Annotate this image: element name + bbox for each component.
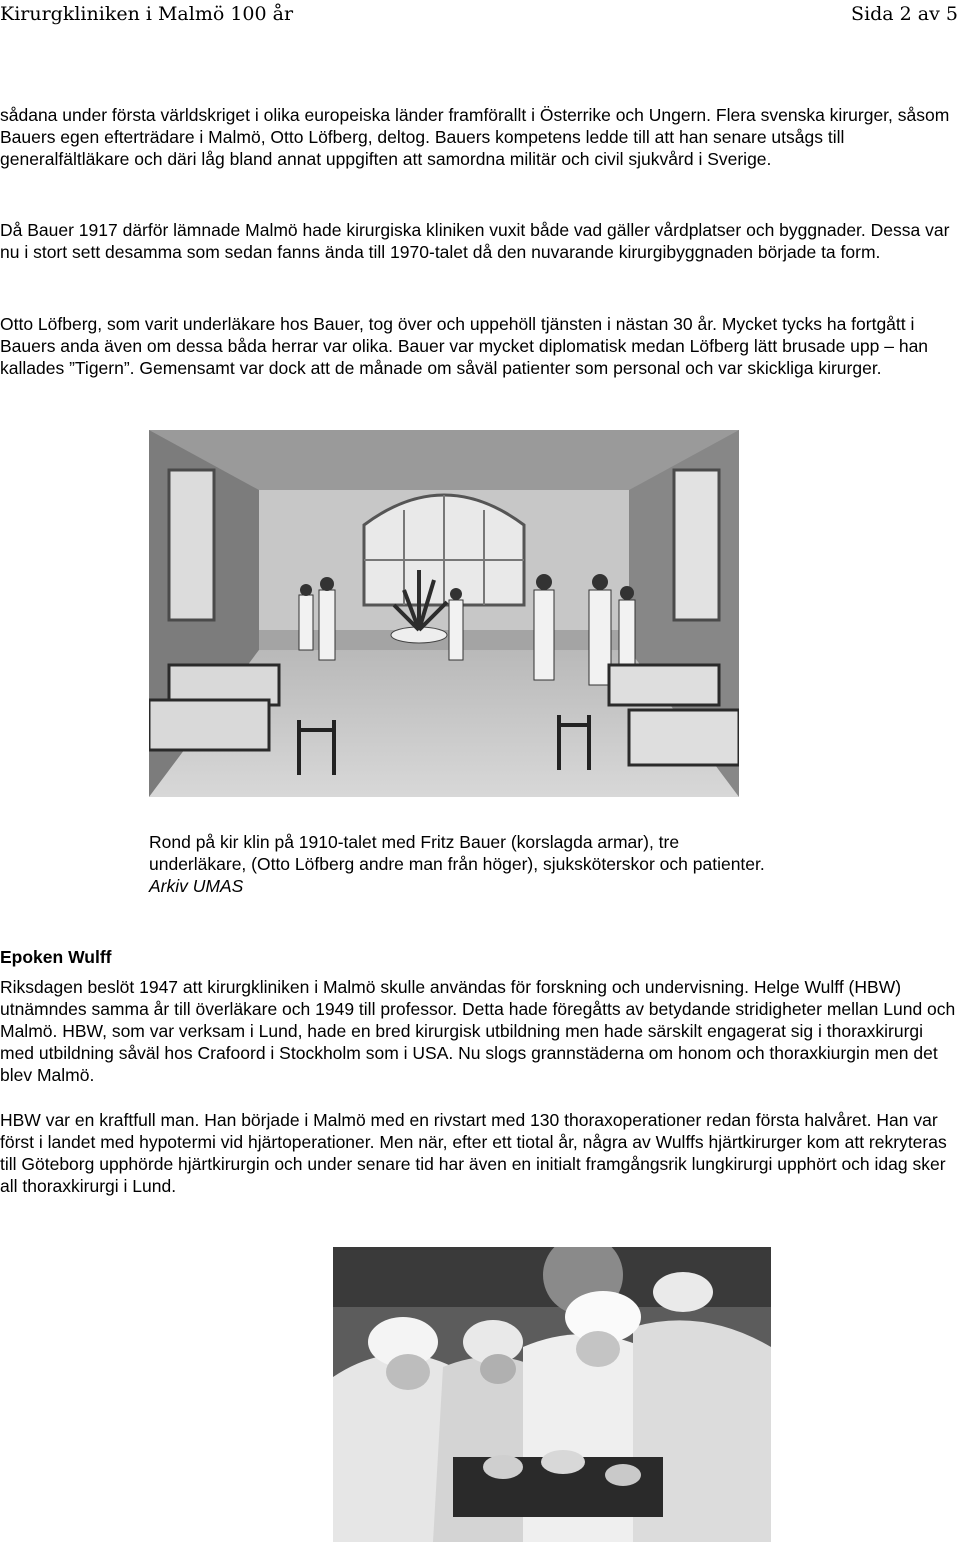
paragraph-hbw: HBW var en kraftfull man. Han började i Malmö med en rivstart med 130 thoraxoperationer redan första halvåret. Han var först i landet med hypotermi vid hjärtoperationer. Men när, efter ett tiotal år, några av Wulffs hjärtkirurger kom att rekryteras till Göteborg upphörde hjärtkirurgin och under senare tid har även en initialt framgångsrik lungkirurgi upphört och idag sker all thoraxkirurgi i Lund. <box>0 1110 947 1196</box>
paragraph-bauer-1917: Då Bauer 1917 därför lämnade Malmö hade kirurgiska kliniken vuxit både vad gäller vårdplatser och byggnader. Dessa var nu i stort sett desamma som sedan fanns ända till 1970-talet då den nuvarande kirurgibyggnaden började ta form. <box>0 220 950 262</box>
ward-round-photo <box>149 430 739 797</box>
caption-text: Rond på kir klin på 1910-talet med Fritz Bauer (korslagda armar), tre underläkare, (Otto Löfberg andre man från höger), sjuksköterskor och patienter. <box>149 832 765 874</box>
paragraph-wulff-appointment: Riksdagen beslöt 1947 att kirurgkliniken i Malmö skulle användas för forskning och undervisning. Helge Wulff (HBW) utnämndes samma år till överläkare och 1949 till professor. Detta hade föregåtts av betydande stridigheter mellan Lund och Malmö. HBW, som var verksam i Lund, hade en bred kirurgisk utbildning men hade särskilt engagerat sig i thoraxkirurgi med utbildning såväl hos Crafoord i Stockholm som i USA. Nu slogs grannstäderna om honom och thoraxkiurgin men det blev Malmö. <box>0 977 956 1085</box>
page-number: Sida 2 av 5 <box>851 3 958 25</box>
paragraph-lofberg: Otto Löfberg, som varit underläkare hos Bauer, tog över och uppehöll tjänsten i nästan 30 år. Mycket tycks ha fortgått i Bauers anda även om dessa båda herrar var olika. Bauer var mycket diplomatisk medan Löfberg lätt brusade upp – han kallades ”Tigern”. Gemensamt var dock att de månade om såväl patienter som personal och var skickliga kirurger. <box>0 314 929 378</box>
caption-credit: Arkiv UMAS <box>149 876 244 896</box>
paragraph-war-surgeons: sådana under första världskriget i olika europeiska länder framförallt i Österrike och Ungern. Flera svenska kirurger, såsom Bauers egen efterträdare i Malmö, Otto Löfberg, deltog. Bauers kompetens ledde till att han senare utsågs till generalfältläkare och däri låg bland annat uppgiften att samordna militär och civil sjukvård i Sverige. <box>0 105 950 169</box>
ward-photo-caption <box>149 831 769 897</box>
document-title: Kirurgkliniken i Malmö 100 år <box>0 3 294 25</box>
surgery-photo <box>333 1247 771 1542</box>
section-heading: Epoken Wulff <box>0 947 112 967</box>
